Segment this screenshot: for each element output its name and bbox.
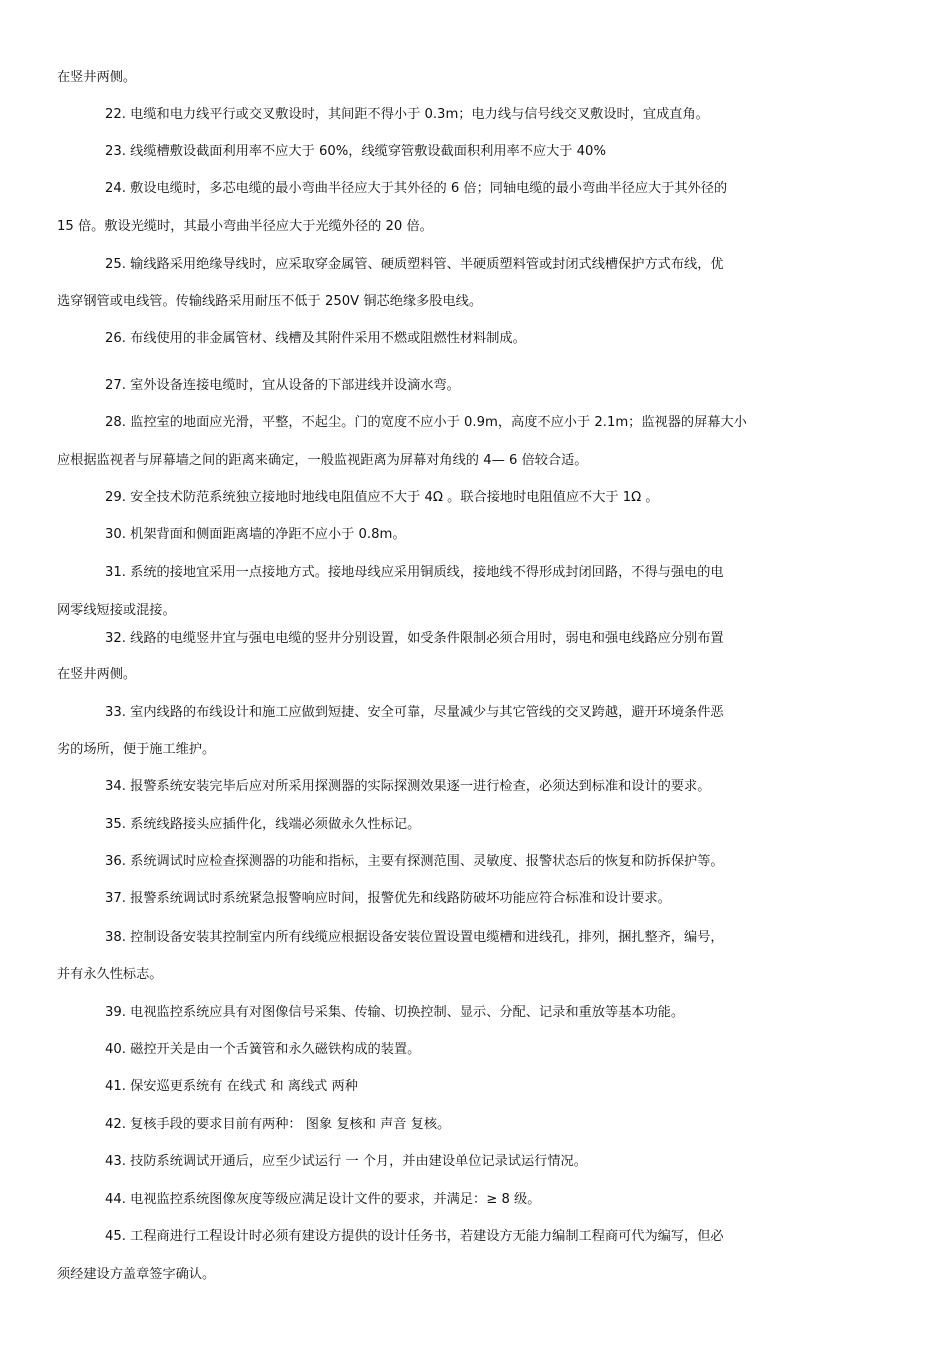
item-33-line-2: 劣的场所，便于施工维护。	[57, 742, 216, 757]
item-40-line-1: 40. 磁控开关是由一个舌簧管和永久磁铁构成的装置。	[105, 1042, 421, 1057]
text-line-1: 在竖井两侧。	[57, 70, 137, 85]
item-43-line-1: 43. 技防系统调试开通后，应至少试运行 一 个月，并由建设单位记录试运行情况。	[105, 1154, 587, 1169]
item-28-line-1: 28. 监控室的地面应光滑，平整，不起尘。门的宽度不应小于 0.9m，高度不应小于 2.1m；监视器的屏幕大小	[105, 415, 747, 430]
item-25-line-2: 选穿钢管或电线管。传输线路采用耐压不低于 250V 铜芯绝缘多股电线。	[57, 294, 483, 309]
item-35-line-1: 35. 系统线路接头应插件化，线端必须做永久性标记。	[105, 817, 421, 832]
item-45-line-1: 45. 工程商进行工程设计时必须有建设方提供的设计任务书，若建设方无能力编制工程商可代为编写，但必	[105, 1229, 724, 1244]
item-32-line-1: 32. 线路的电缆竖井宜与强电电缆的竖井分别设置，如受条件限制必须合用时，弱电和强电线路应分别布置	[105, 631, 724, 646]
item-25-line-1: 25. 输线路采用绝缘导线时，应采取穿金属管、硬质塑料管、半硬质塑料管或封闭式线槽保护方式布线，优	[105, 257, 724, 272]
item-29-line-1: 29. 安全技术防范系统独立接地时地线电阻值应不大于 4Ω 。联合接地时电阻值应不大于 1Ω 。	[105, 490, 659, 505]
item-30-line-1: 30. 机架背面和侧面距离墙的净距不应小于 0.8m。	[105, 527, 406, 542]
item-45-line-2: 须经建设方盖章签字确认。	[57, 1267, 216, 1282]
item-38-line-1: 38. 控制设备安装其控制室内所有线缆应根据设备安装位置设置电缆槽和进线孔，排列，捆扎整齐，编号，	[105, 930, 724, 945]
item-39-line-1: 39. 电视监控系统应具有对图像信号采集、传输、切换控制、显示、分配、记录和重放等基本功能。	[105, 1005, 685, 1020]
item-42-line-1: 42. 复核手段的要求目前有两种： 图象 复核和 声音 复核。	[105, 1117, 451, 1132]
item-36-line-1: 36. 系统调试时应检查探测器的功能和指标，主要有探测范围、灵敏度、报警状态后的恢复和防拆保护等。	[105, 854, 724, 869]
item-33-line-1: 33. 室内线路的布线设计和施工应做到短捷、安全可靠，尽量减少与其它管线的交叉跨越，避开环境条件恶	[105, 705, 724, 720]
item-26-line-1: 26. 布线使用的非金属管材、线槽及其附件采用不燃或阻燃性材料制成。	[105, 331, 526, 346]
item-37-line-1: 37. 报警系统调试时系统紧急报警响应时间，报警优先和线路防破坏功能应符合标准和设计要求。	[105, 891, 671, 906]
item-31-line-1: 31. 系统的接地宜采用一点接地方式。接地母线应采用铜质线，接地线不得形成封闭回路，不得与强电的电	[105, 565, 724, 580]
item-41-line-1: 41. 保安巡更系统有 在线式 和 离线式 两种	[105, 1079, 358, 1094]
item-34-line-1: 34. 报警系统安装完毕后应对所采用探测器的实际探测效果逐一进行检查，必须达到标准和设计的要求。	[105, 779, 711, 794]
item-32-line-2: 在竖井两侧。	[57, 667, 137, 682]
item-44-line-1: 44. 电视监控系统图像灰度等级应满足设计文件的要求，并满足：≥ 8 级。	[105, 1192, 541, 1207]
item-27-line-1: 27. 室外设备连接电缆时，宜从设备的下部进线并设滴水弯。	[105, 378, 460, 393]
item-23-line-1: 23. 线缆槽敷设截面利用率不应大于 60%，线缆穿管敷设截面积利用率不应大于 40%	[105, 144, 606, 159]
item-38-line-2: 并有永久性标志。	[57, 967, 163, 982]
item-24-line-2: 15 倍。敷设光缆时，其最小弯曲半径应大于光缆外径的 20 倍。	[57, 219, 433, 234]
item-31-line-2: 网零线短接或混接。	[57, 603, 176, 618]
item-28-line-2: 应根据监视者与屏幕墙之间的距离来确定，一般监视距离为屏幕对角线的 4— 6 倍较合适。	[57, 453, 588, 468]
item-24-line-1: 24. 敷设电缆时，多芯电缆的最小弯曲半径应大于其外径的 6 倍；同轴电缆的最小弯曲半径应大于其外径的	[105, 181, 728, 196]
item-22-line-1: 22. 电缆和电力线平行或交叉敷设时，其间距不得小于 0.3m；电力线与信号线交叉敷设时，宜成直角。	[105, 107, 709, 122]
